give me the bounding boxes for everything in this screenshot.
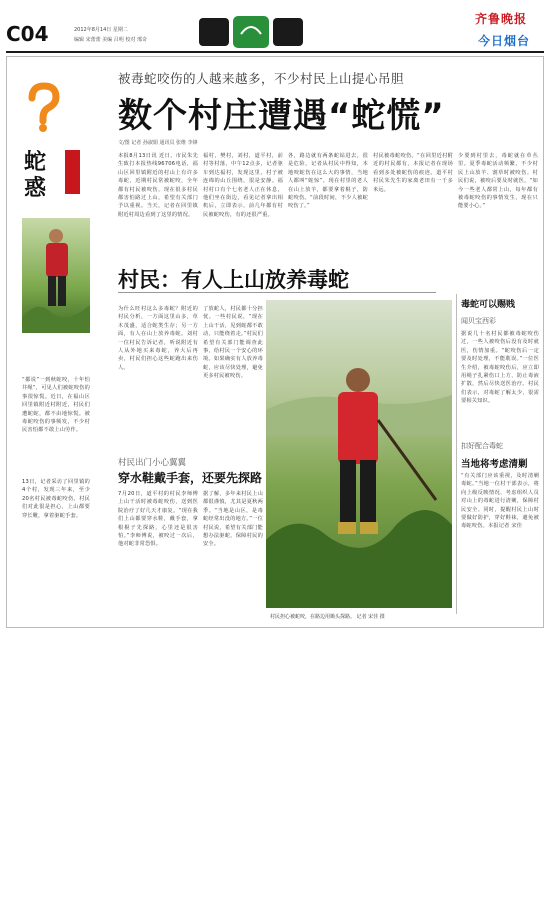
article-column: 少要到村里去，毒蛇就在草丛里。夏季毒蛇活动频繁，不少村民上山放羊、割草时被咬伤。村民们说，被咬后要及时就医。“如今一些老人都常上山，每年都有被毒蛇咬伤的事情发生，现在只能要小心。” [458,153,538,210]
sidebar-headline-2: 当地将考虑清剿 [461,459,528,470]
side-title-char: 蛇 [23,150,46,175]
edition-name: 今日烟台 [478,34,531,48]
question-mark-icon [24,82,64,132]
subsection-column: 7月20日，道平村的村民李师傅上山干活时被毒蛇咬伤，送到医院治疗了好几天才康复。“现在我们上山都要穿水鞋，戴手套，拿根棍子先探路，心里还是很害怕。”李师傅说，被咬过一次后，他对蛇非常恐惧。 [118,491,198,548]
issue-date: 2012年8月14日 星期二 [74,27,128,33]
sidebar-headline: 毒蛇可以赐贱 [461,300,516,310]
main-photo [266,300,452,608]
side-lede-text-2: 13日，记者采访了回里镇的4个村，发现三年来，至少20名村民被毒蛇咬伤，村民们对此很是担心，上山都要穿长靴，拿着驱蛇手套。 [22,479,90,519]
newspaper-name: 齐鲁晚报 [475,12,528,26]
sidebar-text: 据说几十名村民都被毒蛇咬伤过，一些人被咬伤后没有及时就医，伤情加重。“蛇咬伤后一定要及时处理，不能耽误。”一位医生介绍，被毒蛇咬伤后，应立即用绳子扎紧伤口上方，防止毒液扩散，然后尽快送医治疗。村民们表示，对毒蛇了解太少，很需要相关知识。 [461,331,539,405]
header-divider [6,51,544,53]
article-byline: 文/图 记者 孙淑娟 通讯员 张维 李锋 [118,140,198,146]
sidebar-text-2: “有关部门应该重视，及时清剿毒蛇。”当地一位村干部表示，将向上级反映情况，考虑组织人员对山上的毒蛇进行清剿，保障村民安全。同时，提醒村民上山时要做好防护，穿好鞋袜，避免被毒蛇咬伤。本报记者 宋佳 [461,473,539,530]
subsection-column: 据了解，多年来村民上山都很谨慎，尤其是夏秋两季。“当地是山区，是毒蛇经常出没的地方。”一位村民说，希望有关部门能想办法驱蛇，保障村民的安全。 [203,491,263,548]
section-brand-logo [197,14,307,50]
article-kicker: 被毒蛇咬伤的人越来越多，不少村民上山提心吊胆 [118,71,405,86]
section-divider [118,292,436,293]
subsection-kicker: 村民出门小心翼翼 [118,458,187,468]
article-column: 村民被毒蛇咬伤。“在回里近村附近的村民都有，本报记者在现场看到多处被蛇伤的痕迹。道平村村民朱先生的家离老田有一千多米远。 [373,153,453,193]
staff-credits: 编辑 宋蕾蕾 美编 吕明 校对 邢奇 [74,37,147,43]
subsection-headline: 穿水鞋戴手套，还要先探路 [118,471,263,485]
section-column: 了放蛇人，村民都十分担忧。一些村民说，“现在上山干活，见到蛇都不敢动，只能绕着走。”村民们希望有关部门能调查此事，给村民一个安心的环境。如果确实有人放养毒蛇，应该尽快处理，避免更多村民被咬伤。 [203,306,263,380]
photo-caption: 村民担心被蛇咬，在路边用锄头探路。 记者 宋佳 摄 [270,614,385,620]
article-column: 本报8月13日讯 近日，市民朱先生致打本报热线96706电话，福山区回里镇附近的村山上有许多毒蛇，近期村民常被蛇咬，全年都有村民被咬伤，现在很多村民都害怕路过上山，希望有关部门予以重视。当天，记者在回里镇附近村周边看到了这里的情况。 [118,153,198,218]
side-photo [22,218,90,333]
sidebar-kicker: 闻贝宝西彩 [461,317,496,325]
side-lede-text: “都说”一到秋蛇咬，十年怕井绳“，可见人们被蛇咬伤的事很惊慌。近日，在福山区回里镇附近村附近，村民们遭蛇蛇，都不由地惊慌。被毒蛇咬伤的事频发，不少村民害怕都不敢上山劳作。 [22,377,90,434]
side-title-char: 惑 [23,176,46,201]
article-column: 福村，樊村，刘村，道平村，前村等村落，中午12点多，记者驱车到达福村，发现这里，村子被连绵的山丘围绕，很是安静。福村村口有个七名老人正在休息，他们坐在街边，看见记者拿出相机后，立即表示，前几年都有村民被蛇咬伤，有的还很严重。 [203,153,283,218]
side-red-tag [65,150,80,194]
article-headline: 数个村庄遭遇“蛇慌” [118,96,445,136]
sidebar-kicker-2: 扣好配合毒蛇 [461,442,503,450]
section-headline: 村民：有人上山放养毒蛇 [118,268,349,292]
column-divider [456,294,457,614]
article-column: 各，路边就有两条蛇钻进去，很是危险。记者从村民中得知，本地咬蛇伤在这么大的事情，当地人都叫“蛇惊”。现在村里的老人在山上放羊，都要拿着棍子，防蛇咬伤。“前段时间，不少人被蛇咬伤了。” [288,153,368,210]
side-title [22,150,48,202]
section-column: 为什么旺村这么多毒蛇？附近的村民分析，一方面这里山多，草木茂盛，适合蛇类生存；另一方面，有人在山上放养毒蛇。刘村一位村民告诉记者，听说附近有人从外地买来毒蛇，养大后再卖，村民们担心这些蛇跑出来伤人。 [118,306,198,371]
page-number: C04 [6,22,49,46]
brand-logo-graphic [197,14,307,50]
